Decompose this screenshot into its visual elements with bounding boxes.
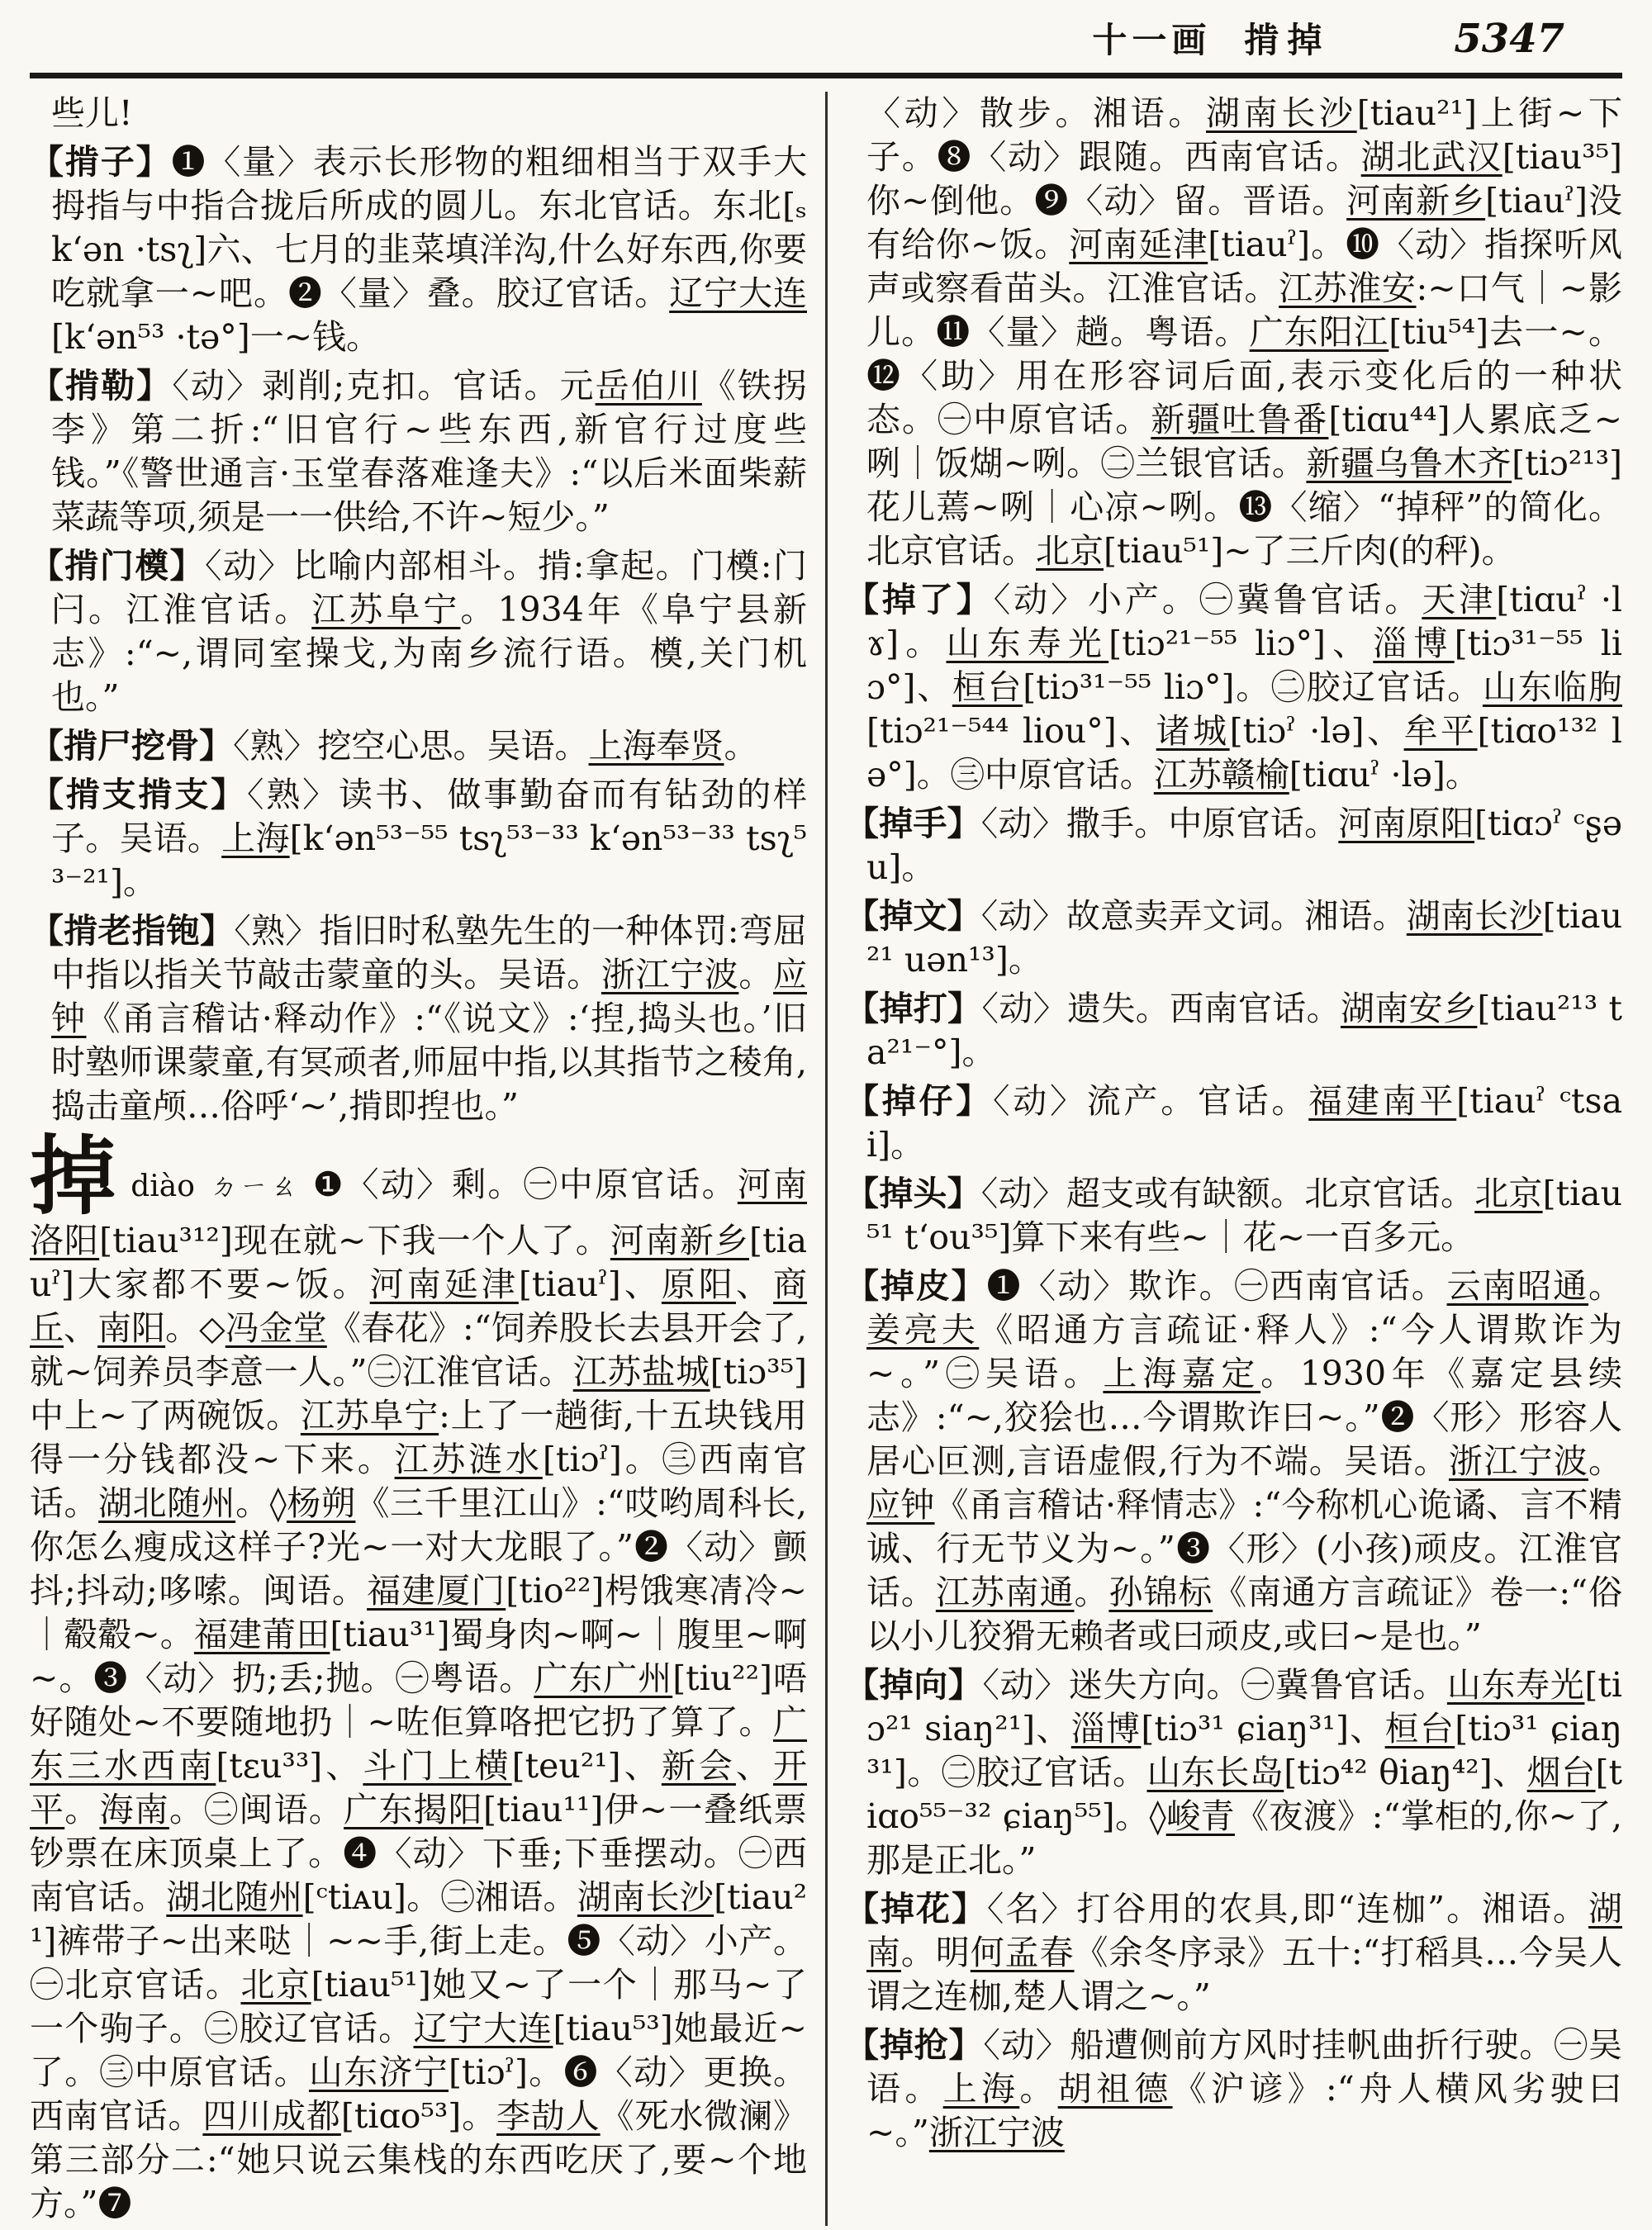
right-column <box>845 92 1622 2226</box>
dialect-region-underline: 开平 <box>30 1746 807 1829</box>
dialect-region-underline: 四川成都 <box>202 2096 341 2136</box>
dialect-region-underline: 辽宁大连 <box>413 2009 553 2048</box>
dialect-region-underline: 广东广州 <box>534 1658 673 1698</box>
entry-body: 〈熟〉读书、做事勤奋而有钻劲的样子。吴语。上海[k‘ən⁵³⁻⁵⁵ tsʅ⁵³⁻³³ k‘ən⁵³⁻³³ tsʅ⁵³⁻²¹]。 <box>51 775 808 902</box>
dictionary-entry <box>845 1663 1622 1882</box>
dialect-region-underline: 江苏淮安 <box>1279 268 1417 308</box>
entry-headword: 【掯门橂】 <box>30 546 205 586</box>
entry-headword: 【掉花】 <box>845 1889 987 1929</box>
dialect-region-underline: 峻青 <box>1165 1796 1235 1836</box>
entry-headword: 【掉抢】 <box>845 2025 984 2065</box>
dialect-region-underline: 商丘 <box>30 1264 808 1348</box>
entry-body: 〈熟〉挖空心思。吴语。上海奉贤。 <box>233 726 758 766</box>
zhuyin: ㄉㄧㄠ <box>207 1170 300 1203</box>
dialect-region-underline: 山东济宁 <box>308 2052 449 2092</box>
continuation-text: 〈动〉散步。湘语。湖南长沙[tiau²¹]上街~下子。❽〈动〉跟随。西南官话。湖北武汉[tiau³⁵]你~倒他。❾〈动〉留。晋语。河南新乡[tiauˀ]没有给你~饭。河南延津[tiauˀ]。❿〈动〉指探听风声或察看苗头。江淮官话。江苏淮安:~口气｜~影儿。⓫〈量〉趟。粤语。广东阳江[tiu⁵⁴]去一~。⓬〈助〉用在形容词后面,表示变化后的一种状态。㊀中原官话。新疆吐鲁番[tiɑu⁴⁴]人累底乏~咧｜饭煳~咧。㊁兰银官话。新疆乌鲁木齐[tiɔ²¹³]花儿蔫~咧｜心凉~咧。⓭〈缩〉“掉秤”的简化。北京官话。北京[tiau⁵¹]~了三斤肉(的秤)。 <box>866 93 1623 571</box>
entry-headword: 【掉文】 <box>845 896 981 936</box>
dialect-region-underline: 上海嘉定 <box>1103 1354 1261 1393</box>
dialect-region-underline: 何孟春 <box>970 1933 1075 1972</box>
entry-body: 〈动〉比喻内部相斗。掯:拿起。门橂:门闩。江淮官话。江苏阜宁。1934年《阜宁县新志》:“~,谓同室操戈,为南乡流行语。橂,关门机也。” <box>51 546 808 717</box>
dialect-region-underline: 上海 <box>942 2069 1020 2109</box>
pinyin: diào <box>131 1170 195 1203</box>
dialect-region-underline: 江苏赣榆 <box>1153 755 1289 795</box>
dialect-region-underline: 新疆乌鲁木齐 <box>1306 444 1512 483</box>
entry-headword: 【掯尸挖骨】 <box>30 726 233 766</box>
dictionary-entry <box>30 724 807 768</box>
dialect-region-underline: 斗门上横 <box>363 1746 512 1786</box>
column-gutter <box>807 92 845 2226</box>
entry-headword: 【掯勒】 <box>30 366 173 406</box>
column-divider <box>825 92 828 2226</box>
dictionary-entry <box>30 364 807 539</box>
entry-body: ❶〈动〉欺诈。㊀西南官话。云南昭通。姜亮夫《昭通方言疏证·释人》:“今人谓欺诈为~。”㊁吴语。上海嘉定。1930年《嘉定县续志》:“~,狡狯也…今谓欺诈曰~。”❷〈形〉形容人居心叵测,言语虚假,行为不端。吴语。浙江宁波。应钟《甬言稽诂·释情志》:“今称机心诡谲、言不精诚、行无节义为~。”❸〈形〉(小孩)顽皮。江淮官话。江苏南通。孙锦标《南通方言疏证》卷一:“俗以小儿狡猾无赖者或曰顽皮,或曰~是也。” <box>866 1266 1623 1656</box>
dialect-region-underline: 北京 <box>240 1965 311 2005</box>
dialect-region-underline: 湖南长沙 <box>1206 93 1357 133</box>
dialect-region-underline: 浙江宁波 <box>928 2113 1065 2152</box>
entry-headword: 【掉向】 <box>845 1665 983 1705</box>
head-character: 掉 <box>30 1125 118 1226</box>
dialect-region-underline: 湖南长沙 <box>577 1877 714 1917</box>
dictionary-entry <box>845 1887 1622 2019</box>
dialect-region-underline: 福建厦门 <box>367 1571 506 1611</box>
dictionary-entry <box>845 578 1622 797</box>
entry-headword: 【掉手】 <box>845 804 981 843</box>
entry-body: 〈名〉打谷用的农具,即“连枷”。湘语。湖南。明何孟春《余冬序录》五十:“打稻具…今吴人谓之连枷,楚人谓之~。” <box>866 1889 1623 2016</box>
dialect-region-underline: 新疆吐鲁番 <box>1151 400 1329 439</box>
dialect-region-underline: 上海 <box>221 818 290 858</box>
dialect-region-underline: 云南昭通 <box>1446 1266 1589 1306</box>
dialect-region-underline: 天津 <box>1422 580 1497 619</box>
dialect-region-underline: 江苏涟水 <box>394 1440 543 1479</box>
dictionary-entry <box>30 909 807 1128</box>
dialect-region-underline: 南阳 <box>97 1308 166 1348</box>
dictionary-entry <box>30 773 807 904</box>
entry-body: 〈动〉流产。官话。福建南平[tiauˀ ᶜtsai]。 <box>866 1081 1623 1165</box>
entry-body: 〈熟〉指旧时私塾先生的一种体罚:弯屈中指以指关节敲击蒙童的头。吴语。浙江宁波。应钟《甬言稽诂·释动作》:“《说文》:‘揑,捣头也。’旧时塾师课蒙童,有冥顽者,师屈中指,以其指节之稜角,捣击童颅…俗呼‘~’,掯即揑也。” <box>51 911 808 1126</box>
entry-body: 〈动〉撒手。中原官话。河南原阳[tiɑɔˀ ᶜʂəu]。 <box>866 804 1622 887</box>
dialect-region-underline: 海南 <box>99 1790 169 1829</box>
dictionary-entry <box>845 2024 1622 2155</box>
dictionary-entry <box>30 140 807 359</box>
dictionary-entry <box>845 1172 1622 1260</box>
dialect-region-underline: 淄博 <box>1070 1709 1142 1748</box>
dialect-region-underline: 岳伯川 <box>595 366 702 406</box>
dialect-region-underline: 江苏阜宁 <box>311 590 461 629</box>
dialect-region-underline: 河南新乡 <box>610 1221 749 1260</box>
dialect-region-underline: 湖北随州 <box>98 1483 236 1523</box>
dialect-region-underline: 湖北武汉 <box>1360 137 1502 177</box>
dialect-region-underline: 福建南平 <box>1308 1081 1457 1121</box>
entry-headword: 【掉皮】 <box>845 1266 987 1306</box>
dialect-region-underline: 山东长岛 <box>1146 1753 1284 1792</box>
dialect-region-underline: 广东三水西南 <box>30 1702 807 1786</box>
dialect-region-underline: 河南洛阳 <box>30 1165 807 1260</box>
dictionary-entry <box>30 544 807 719</box>
dialect-region-underline: 山东寿光 <box>946 624 1109 663</box>
dialect-region-underline: 胡祖德 <box>1057 2069 1173 2109</box>
entry-body: 〈动〉遗失。西南官话。湖南安乡[tiau²¹³ ta²¹⁻°]。 <box>866 989 1623 1072</box>
dialect-region-underline: 江苏南通 <box>935 1573 1075 1612</box>
dialect-region-underline: 淄博 <box>1373 624 1455 663</box>
dialect-region-underline: 杨朔 <box>286 1483 356 1523</box>
dialect-region-underline: 湖南安乡 <box>1340 989 1478 1028</box>
entry-headword: 【掯支掯支】 <box>30 775 247 814</box>
dialect-region-underline: 姜亮夫 <box>866 1310 980 1350</box>
dialect-region-underline: 冯金堂 <box>225 1308 327 1348</box>
dictionary-entry-main <box>30 1125 808 2226</box>
entry-body: 〈动〉剥削;克扣。官话。元岳伯川《铁拐李》第二折:“旧官行~些东西,新官行过度些钱。”《警世通言·玉堂春落难逢夫》:“以后米面柴薪菜蔬等项,须是一一供给,不许~短少。” <box>51 366 808 537</box>
entry-body: 〈动〉迷失方向。㊀冀鲁官话。山东寿光[tiɔ²¹ siaŋ²¹]、淄博[tiɔ³¹ ɕiaŋ³¹]、桓台[tiɔ³¹ ɕiaŋ³¹]。㊁胶辽官话。山东长岛[tiɔ⁴² θiaŋ⁴²]、烟台[tiɑo⁵⁵⁻³² ɕiaŋ⁵⁵]。◊峻青《夜渡》:“掌柜的,你~了,那是正北。” <box>866 1665 1623 1880</box>
dialect-region-underline: 浙江宁波 <box>1448 1441 1588 1481</box>
entry-headword: 【掉头】 <box>845 1174 981 1213</box>
dialect-region-underline: 山东临朐 <box>1482 667 1622 707</box>
dialect-region-underline: 浙江宁波 <box>601 955 739 994</box>
dialect-region-underline: 广东阳江 <box>1249 312 1389 352</box>
entry-headword: 【掉打】 <box>845 989 982 1028</box>
dialect-region-underline: 江苏阜宁 <box>300 1396 439 1435</box>
dialect-region-underline: 福建莆田 <box>193 1615 330 1654</box>
entry-body: 〈动〉超支或有缺额。北京官话。北京[tiau⁵¹ t‘ou³⁵]算下来有些~｜花~一百多元。 <box>866 1174 1623 1257</box>
dialect-region-underline: 诸城 <box>1156 711 1230 751</box>
dictionary-entry <box>845 802 1622 890</box>
entry-headword: 【掉了】 <box>845 580 994 619</box>
dialect-region-underline: 桓台 <box>952 667 1023 707</box>
dictionary-entry <box>845 894 1622 982</box>
dialect-region-underline: 湖南 <box>866 1889 1622 1972</box>
dictionary-entry <box>845 1079 1622 1167</box>
dialect-region-underline: 河南新乡 <box>1346 181 1486 221</box>
dialect-region-underline: 山东寿光 <box>1446 1665 1585 1705</box>
dialect-region-underline: 桓台 <box>1384 1709 1455 1748</box>
dialect-region-underline: 烟台 <box>1526 1753 1596 1792</box>
dialect-region-underline: 湖南长沙 <box>1406 896 1543 936</box>
dialect-region-underline: 新会 <box>661 1746 736 1786</box>
dialect-region-underline: 河南延津 <box>1069 225 1208 264</box>
entry-headword: 【掯老指铇】 <box>30 911 235 951</box>
entry-headword: 【掉仔】 <box>845 1081 993 1121</box>
dialect-region-underline: 应钟 <box>51 955 808 1038</box>
dialect-region-underline: 北京 <box>1036 531 1104 571</box>
entry-headword: 【掯子】 <box>30 142 172 182</box>
dictionary-entry <box>845 1264 1622 1658</box>
page-number: 5347 <box>1454 16 1564 62</box>
continuation-text: 些儿! <box>51 93 133 133</box>
dialect-region-underline: 河南延津 <box>369 1264 519 1304</box>
dialect-region-underline: 江苏盐城 <box>572 1352 710 1392</box>
dialect-region-underline: 河南原阳 <box>1338 804 1474 843</box>
dialect-region-underline: 李劼人 <box>496 2096 601 2136</box>
dialect-region-underline: 湖北随州 <box>166 1877 303 1917</box>
entry-body: 〈动〉故意卖弄文词。湘语。湖南长沙[tiau²¹ uən¹³]。 <box>866 896 1623 980</box>
left-column <box>30 92 807 2226</box>
entry-body: ❶〈量〉表示长形物的粗细相当于双手大拇指与中指合拢后所成的圆儿。东北官话。东北[ₛk‘ən ·tsʅ]六、七月的韭菜填洋沟,什么好东西,你要吃就拿一~吧。❷〈量〉叠。胶辽官话。辽宁大连[k‘ən⁵³ ·tə°]一~钱。 <box>51 142 808 357</box>
dialect-region-underline: 北京 <box>1474 1174 1543 1213</box>
entry-body: ❶〈动〉剩。㊀中原官话。河南洛阳[tiau³¹²]现在就~下我一个人了。河南新乡[tiauˀ]大家都不要~饭。河南延津[tiauˀ]、原阳、商丘、南阳。◇冯金堂《春花》:“饲养股长去县开会了,就~饲养员李意一人。”㊁江淮官话。江苏盐城[tiɔ³⁵]中上~了两碗饭。江苏阜宁:上了一趟街,十五块钱用得一分钱都没~下来。江苏涟水[tiɔˀ]。㊂西南官话。湖北随州。◊杨朔《三千里江山》:“哎哟周科长,你怎么瘦成这样子?光~一对大龙眼了。”❷〈动〉颤抖;抖动;哆嗦。闽语。福建厦门[tio²²]枵饿寒凊冷~｜觳觳~。福建莆田[tiau³¹]蜀身肉~啊~｜腹里~啊~。❸〈动〉扔;丢;抛。㊀粤语。广东广州[tiu²²]唔好随处~不要随地扔｜~咗佢算咯把它扔了算了。广东三水西南[tɛu³³]、斗门上横[teu²¹]、新会、开平。海南。㊁闽语。广东揭阳[tiau¹¹]伊~一叠纸票钞票在床顶桌上了。❹〈动〉下垂;下垂摆动。㊀西南官话。湖北随州[ᶜtiᴀu]。㊁湘语。湖南长沙[tiau²¹]裤带子~出来哒｜~~手,街上走。❺〈动〉小产。㊀北京官话。北京[tiau⁵¹]她又~了一个｜那马~了一个驹子。㊁胶辽官话。辽宁大连[tiau⁵³]她最近~了。㊂中原官话。山东济宁[tiɔˀ]。❻〈动〉更换。西南官话。四川成都[tiɑo⁵³]。李劼人《死水微澜》第三部分二:“她只说云集栈的东西吃厌了,要~个地方。”❼ <box>30 1165 808 2223</box>
header-stroke-section: 十一画 <box>1092 20 1212 60</box>
dictionary-entry <box>845 987 1622 1075</box>
dialect-region-underline: 广东揭阳 <box>344 1790 484 1829</box>
dialect-region-underline: 原阳 <box>661 1264 736 1304</box>
dialect-region-underline: 应钟 <box>866 1485 935 1525</box>
dialect-region-underline: 上海奉贤 <box>588 726 724 766</box>
dialect-region-underline: 牟平 <box>1403 711 1478 751</box>
dialect-region-underline: 辽宁大连 <box>669 273 807 313</box>
dialect-region-underline: 孙锦标 <box>1108 1573 1213 1612</box>
page-header <box>30 7 1622 78</box>
entry-body: 〈动〉小产。㊀冀鲁官话。天津[tiɑuˀ ·lɤ]。山东寿光[tiɔ²¹⁻⁵⁵ liɔ°]、淄博[tiɔ³¹⁻⁵⁵ liɔ°]、桓台[tiɔ³¹⁻⁵⁵ liɔ°]。㊁胶辽官话。山东临朐[tiɔ²¹⁻⁵⁴⁴ liou°]、诸城[tiɔˀ ·lə]、牟平[tiɑo¹³² lə°]。㊂中原官话。江苏赣榆[tiɑuˀ ·lə]。 <box>866 580 1623 795</box>
text-columns <box>30 92 1622 2226</box>
entry-body: 〈动〉船遭侧前方风时挂帆曲折行驶。㊀吴语。上海。胡祖德《沪谚》:“舟人横风劣驶曰~。”浙江宁波 <box>866 2025 1623 2152</box>
header-guide-words: 掯掉 <box>1244 20 1331 60</box>
